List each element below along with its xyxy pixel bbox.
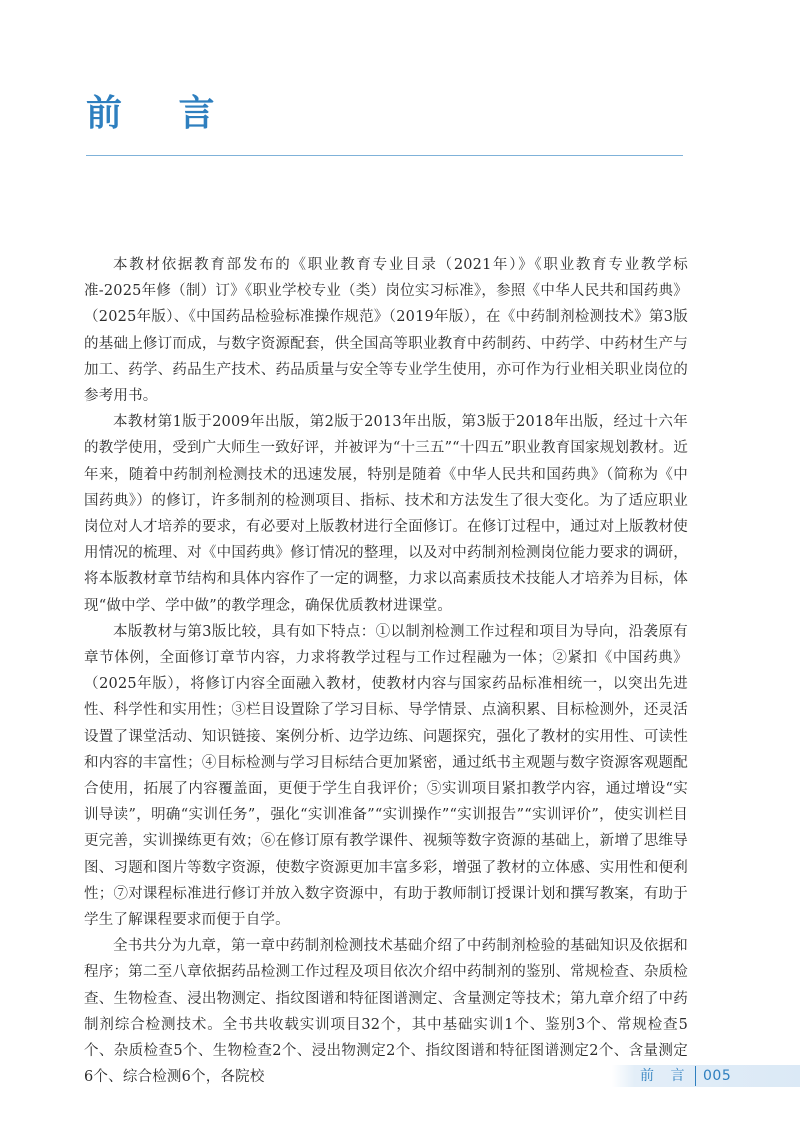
page-number: 005 (703, 1068, 732, 1084)
footer-section-label: 前 言 (640, 1068, 691, 1084)
paragraph-history: 本教材第1版于2009年出版，第2版于2013年出版，第3版于2018年出版，经过十六年的教学使用，受到广大师生一致好评，并被评为“十三五”“十四五”职业教育国家规划教材。近年来，随着中药制剂检测技术的迅速发展，特别是随着《中华人民共和国药典》（简称为《中国药典》）的修订，许多制剂的检测项目、指标、技术和方法发生了很大变化。为了适应职业岗位对人才培养的要求，有必要对上版教材进行全面修订。在修订过程中，通过对上版教材使用情况的梳理、对《中国药典》修订情况的整理，以及对中药制剂检测岗位能力要求的调研，将本版教材章节结构和具体内容作了一定的调整，力求以高素质技术技能人才培养为目标，体现“做中学、学中做”的教学理念，确保优质教材进课堂。 (84, 414, 688, 614)
body-text (84, 252, 691, 1091)
paragraph-structure: 全书共分为九章，第一章中药制剂检测技术基础介绍了中药制剂检验的基础知识及依据和程序；第二至八章依据药品检测工作过程及项目依次介绍中药制剂的鉴别、常规检查、杂质检查、生物检查、浸出物测定、指纹图谱和特征图谱测定、含量测定等技术；第九章介绍了中药制剂综合检测技术。全书共收载实训项目32个，其中基础实训1个、鉴别3个、常规检查5个、杂质检查5个、生物检查2个、浸出物测定2个、指纹图谱和特征图谱测定2个、含量测定6个、综合检测6个，各院校 (84, 938, 688, 1086)
paragraph-features: 本版教材与第3版比较，具有如下特点：①以制剂检测工作过程和项目为导向，沿袭原有章节体例，全面修订章节内容，力求将教学过程与工作过程融为一体；②紧扣《中国药典》（2025年版），将修订内容全面融入教材，使教材内容与国家药品标准相统一，以突出先进性、科学性和实用性；③栏目设置除了学习目标、导学情景、点滴积累、目标检测外，还灵活设置了课堂活动、知识链接、案例分析、边学边练、问题探究，强化了教材的实用性、可读性和内容的丰富性；④目标检测与学习目标结合更加紧密，通过纸书主观题与数字资源客观题配合使用，拓展了内容覆盖面，更便于学生自我评价；⑤实训项目紧扣教学内容，通过增设“实训导读”，明确“实训任务”，强化“实训准备”“实训操作”“实训报告”“实训评价”，使实训栏目更完善，实训操练更有效；⑥在修订原有教学课件、视频等数字资源的基础上，新增了思维导图、习题和图片等数字资源，使数字资源更加丰富多彩，增强了教材的立体感、实用性和便利性；⑦对课程标准进行修订并放入数字资源中，有助于教师制订授课计划和撰写教案，有助于学生了解课程要求而便于自学。 (84, 623, 688, 929)
page-title: 前 言 (86, 93, 237, 134)
footer-divider (695, 1066, 696, 1086)
paragraph-basis: 本教材依据教育部发布的《职业教育专业目录（2021年）》《职业教育专业教学标准-2025年修（制）订》《职业学校专业（类）岗位实习标准》，参照《中华人民共和国药典》（2025年版）、《中国药品检验标准操作规范》（2019年版），在《中药制剂检测技术》第3版的基础上修订而成，与数字资源配套，供全国高等职业教育中药制药、中药学、中药材生产与加工、药学、药品生产技术、药品质量与安全等专业学生使用，亦可作为行业相关职业岗位的参考用书。 (84, 257, 688, 405)
title-divider (86, 155, 683, 156)
